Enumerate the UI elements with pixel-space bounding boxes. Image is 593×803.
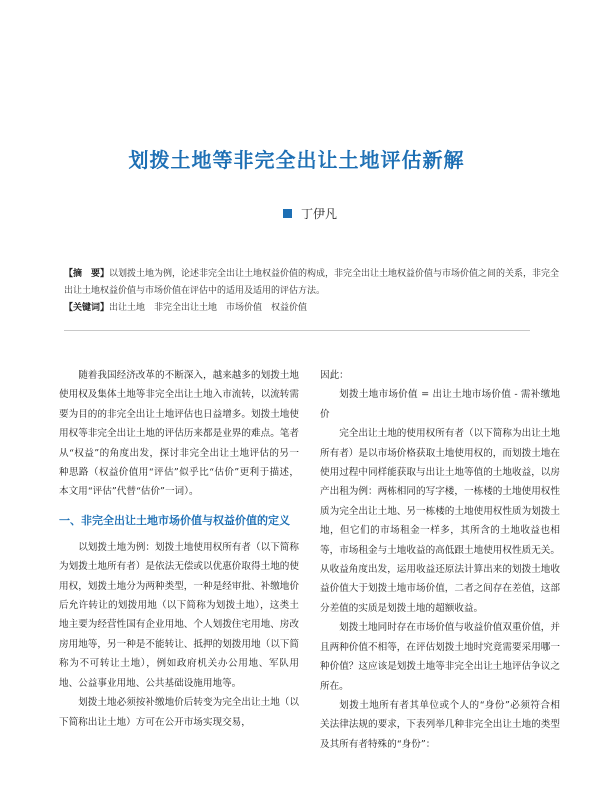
abstract-divider — [64, 330, 530, 331]
keywords-line — [64, 300, 568, 317]
keywords-text: 出让土地 非完全出让土地 市场价值 权益价值 — [109, 303, 308, 313]
abstract-block — [64, 266, 568, 317]
paragraph: 以划拨土地为例：划拨土地使用权所有者（以下简称为划拨土地所有者）是依法无偿或以优惠价取得土地的使用权，划拨土地分为两种类型，一种是经审批、补缴地价后允许转让的划拨用地（以下简称为划拨土地），这类土地主要为经营性国有企业用地、个人划拨住宅用地、房改房用地等，另一种是不能转让、抵押的划拨用地（以下简称为不可转让土地），例如政府机关办公用地、军队用地、公益事业用地、公共基础设施用地等。 — [59, 541, 299, 689]
paragraph: 完全出让土地的使用权所有者（以下简称为出让土地所有者）是以市场价格获取土地使用权的，而划拨土地在使用过程中同样能获取与出让土地等值的土地收益，以房产出租为例：两栋相同的写字楼，一栋楼的土地使用权性质为完全出让土地、另一栋楼的土地使用权性质为划拨土地，但它们的市场租金一样多，其所含的土地收益也相等，市场租金与土地收益的高低跟土地使用权性质无关。从收益角度出发，运用收益还原法计算出来的划拨土地收益价值大于划拨土地市场价值，二者之间存在差值，这部分差值的实质是划拨土地的超额收益。 — [320, 428, 560, 614]
abstract-body: 以划拨土地为例，论述非完全出让土地权益价值的构成，非完全出让土地权益价值与市场价值之间的关系，非完全出让土地权益价值与市场价值在评估中的适用及适用的评估方法。 — [64, 269, 560, 296]
abstract-text — [64, 266, 568, 300]
left-column — [59, 366, 299, 732]
author-line — [283, 205, 337, 222]
paragraph: 划拨土地必须按补缴地价后转变为完全出让土地（以下简称出让土地）方可在公开市场实现交易， — [59, 697, 299, 728]
keywords-tag: 【关键词】 — [64, 303, 110, 313]
paragraph: 划拨土地同时存在市场价值与收益价值双重价值，并且两种价值不相等，在评估划拨土地时究竟需要采用哪一种价值？这应该是划拨土地等非完全出让土地评估争议之所在。 — [320, 622, 560, 692]
paragraph: 划拨土地所有者其单位或个人的“身份”必须符合相关法律法规的要求，下表列举几种非完全出让土地的类型及其所有者特殊的“身份”： — [320, 699, 560, 750]
abstract-tag: 【摘 要】 — [64, 269, 110, 279]
right-column — [320, 366, 560, 754]
square-bullet-icon — [283, 209, 292, 218]
author-name: 丁伊凡 — [301, 207, 338, 221]
paragraph: 随着我国经济改革的不断深入，越来越多的划拨土地使用权及集体土地等非完全出让土地入市流转，以流转需要为目的的非完全出让土地评估也日益增多。划拨土地使用权等非完全出让土地的评估历来都是业界的难点。笔者从“权益”的角度出发，探讨非完全出让土地评估的另一种思路（权益价值用“评估”似乎比“估价”更利于描述，本文用“评估”代替“估价”一词）。 — [59, 370, 299, 498]
formula-line: 划拨土地市场价值 = 出让土地市场价值 - 需补缴地价 — [320, 389, 560, 420]
article-title: 划拨土地等非完全出让土地评估新解 — [128, 148, 465, 172]
section-heading: 一、非完全出让土地市场价值与权益价值的定义 — [59, 513, 290, 527]
paragraph: 因此： — [320, 370, 349, 381]
